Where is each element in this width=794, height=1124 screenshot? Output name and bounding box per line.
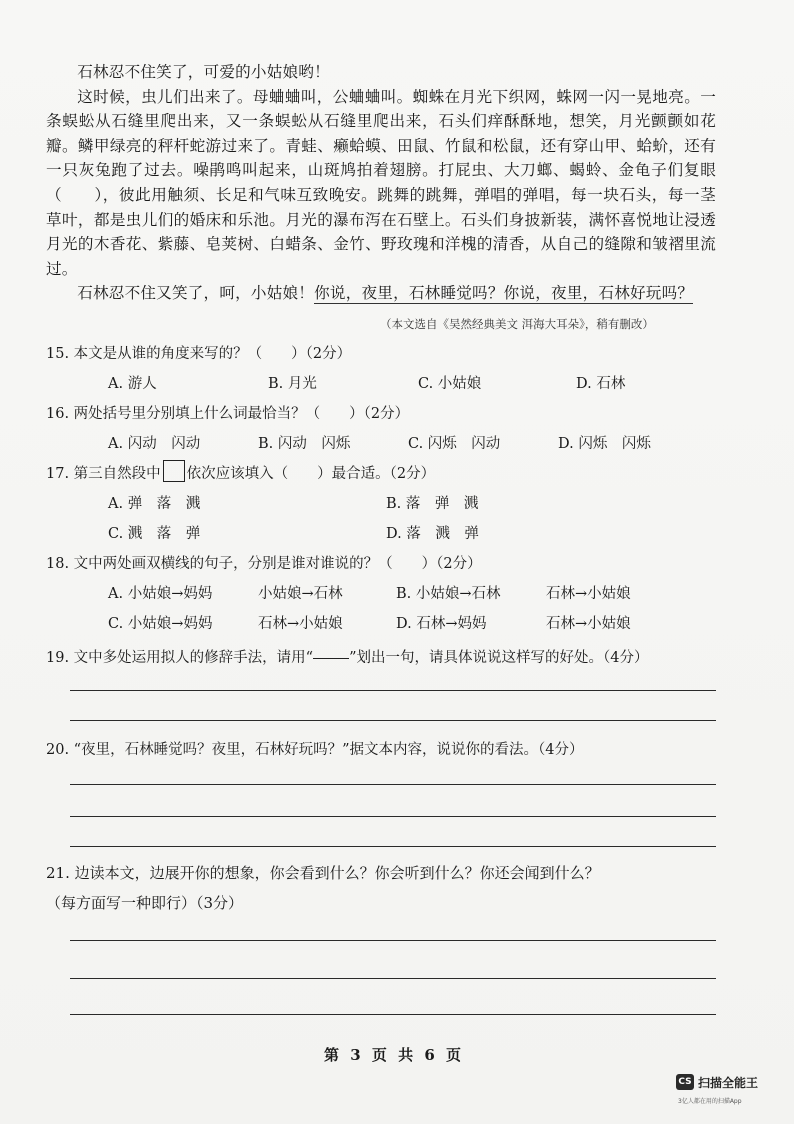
q17-box-icon — [163, 460, 185, 482]
reading-passage — [46, 60, 716, 306]
question-15: 15. 本文是从谁的角度来写的？（ ）（2分） — [46, 346, 352, 362]
question-20: 20. “夜里，石林睡觉吗？夜里，石林好玩吗？”据文本内容，说说你的看法。（4分） — [46, 742, 584, 758]
question-21-line-1: 21. 边读本文，边展开你的想象，你会看到什么？你会听到什么？你还会闻到什么？ — [46, 864, 600, 882]
q19-answer-line-1[interactable] — [70, 690, 716, 691]
q15-option-d[interactable]: D. 石林 — [576, 376, 626, 392]
q19-stem-a: 19. 文中多处运用拟人的修辞手法，请用“ — [46, 650, 314, 666]
camscanner-logo-icon: CS — [676, 1074, 694, 1090]
q17-option-d[interactable]: D. 落 溅 弹 — [386, 526, 479, 542]
question-16: 16. 两处括号里分别填上什么词最恰当？（ ）（2分） — [46, 406, 410, 422]
passage-source: （本文选自《吴然经典美文 洱海大耳朵》，稍有删改） — [380, 317, 654, 331]
q18-option-b-2: 石林→小姑娘 — [546, 586, 631, 602]
q16-option-b[interactable]: B. 闪动 闪烁 — [258, 436, 351, 452]
passage-paragraph-3 — [46, 281, 716, 306]
q17-option-b[interactable]: B. 落 弹 溅 — [386, 496, 479, 512]
q17-stem-a: 17. 第三自然段中 — [46, 466, 161, 482]
q17-option-c[interactable]: C. 溅 落 弹 — [108, 526, 201, 542]
q21-answer-line-1[interactable] — [70, 940, 716, 941]
q16-option-a[interactable]: A. 闪动 闪动 — [108, 436, 201, 452]
q18-option-b-1[interactable]: B. 小姑娘→石林 — [396, 586, 501, 602]
passage-underlined-sentence: 你说，夜里，石林睡觉吗？你说，夜里，石林好玩吗？ — [314, 284, 694, 303]
q20-answer-line-1[interactable] — [70, 784, 716, 785]
q18-option-a-1[interactable]: A. 小姑娘→妈妈 — [108, 586, 213, 602]
q19-answer-line-2[interactable] — [70, 720, 716, 721]
q20-answer-line-2[interactable] — [70, 816, 716, 817]
q15-option-b[interactable]: B. 月光 — [268, 376, 317, 392]
q18-option-a-2: 小姑娘→石林 — [258, 586, 343, 602]
q15-option-a[interactable]: A. 游人 — [108, 376, 157, 392]
q16-option-d[interactable]: D. 闪烁 闪烁 — [558, 436, 651, 452]
q18-option-d-1[interactable]: D. 石林→妈妈 — [396, 616, 487, 632]
q17-option-a[interactable]: A. 弹 落 溅 — [108, 496, 201, 512]
q18-option-c-2: 石林→小姑娘 — [258, 616, 343, 632]
q19-stem-b: ”划出一句，请具体说说这样写的好处。（4分） — [349, 650, 649, 666]
q15-option-c[interactable]: C. 小姑娘 — [418, 376, 482, 392]
q19-underline-mark — [313, 658, 349, 659]
question-17 — [46, 460, 435, 483]
q21-answer-line-2[interactable] — [70, 978, 716, 979]
question-21-line-2: （每方面写一种即行）（3分） — [46, 894, 244, 912]
question-19 — [46, 646, 648, 667]
watermark-name: 扫描全能王 — [698, 1076, 759, 1090]
q18-option-d-2: 石林→小姑娘 — [546, 616, 631, 632]
question-18: 18. 文中两处画双横线的句子，分别是谁对谁说的？（ ）（2分） — [46, 556, 482, 572]
passage-paragraph-1: 石林忍不住笑了，可爱的小姑娘哟！ — [77, 63, 330, 81]
q21-answer-line-3[interactable] — [70, 1014, 716, 1015]
passage-p3-start: 石林忍不住又笑了，呵，小姑娘！ — [77, 284, 315, 303]
q18-option-c-1[interactable]: C. 小姑娘→妈妈 — [108, 616, 213, 632]
watermark-tagline: 3亿人都在用的扫描App — [678, 1098, 742, 1105]
q17-stem-b: 依次应该填入（ ）最合适。（2分） — [186, 466, 436, 482]
passage-paragraph-2: 这时候，虫儿们出来了。母蛐蛐叫，公蛐蛐叫。蜘蛛在月光下织网，蛛网一闪一晃地亮。一条蜈蚣从石缝里爬出来，又一条蜈蚣从石缝里爬出来，石头们痒酥酥地，想笑，月光颤颤如花瓣。鳞甲绿亮的秤杆蛇游过来了。青蛙、癞蛤蟆、田鼠、竹鼠和松鼠，还有穿山甲、蛤蚧，还有一只灰兔跑了过去。噪鹃鸣叫起来，山斑鸠拍着翅膀。打屁虫、大刀螂、蝎蛉、金龟子们复眼（ ），彼此用触须、长足和气味互致晚安。跳舞的跳舞，弹唱的弹唱，每一块石头，每一茎草叶，都是虫儿们的婚床和乐池。月光的瀑布泻在石壁上。石头们身披新装，满怀喜悦地让浸透月光的木香花、紫藤、皂荚树、白蜡条、金竹、野玫瑰和洋槐的清香，从自己的缝隙和皱褶里流过。 — [46, 87, 716, 278]
q16-option-c[interactable]: C. 闪烁 闪动 — [408, 436, 501, 452]
q20-answer-line-3[interactable] — [70, 846, 716, 847]
page-number: 第 3 页 共 6 页 — [324, 1046, 464, 1064]
